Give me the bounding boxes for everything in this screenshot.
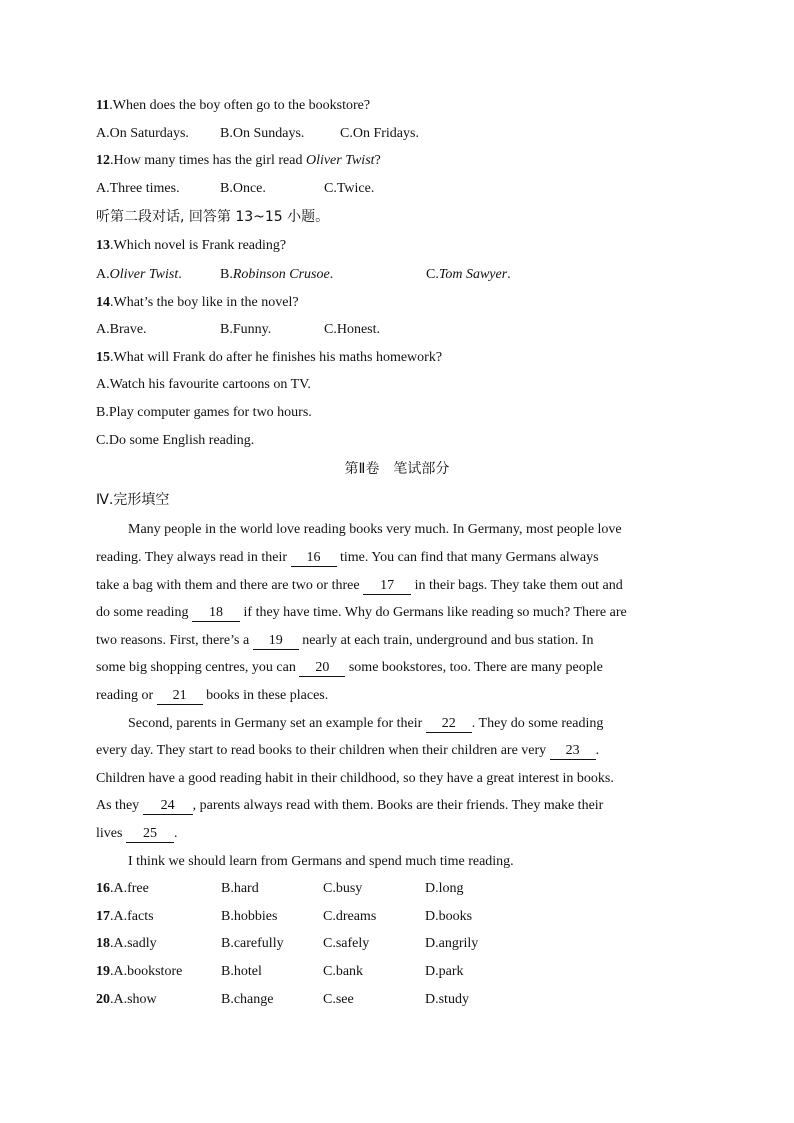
blank-18[interactable]: 18 [192, 605, 240, 622]
question-text: .When does the boy often go to the bookstore? [109, 98, 371, 113]
option-c: C.bank [323, 964, 364, 979]
passage-text: take a bag with them and there are two or three [96, 578, 364, 593]
question-number: 15 [96, 350, 110, 365]
question-15 [96, 349, 442, 367]
passage-line [96, 797, 696, 815]
option-letter: A. [96, 267, 110, 282]
question-number: 14 [96, 295, 110, 310]
passage-line [96, 742, 696, 760]
option-c: C.safely [323, 936, 370, 951]
passage-text: if they have time. Why do Germans like reading so much? There are [240, 605, 627, 620]
blank-20[interactable]: 20 [299, 660, 345, 677]
option-a: .A.show [110, 992, 157, 1007]
passage-line [96, 687, 696, 705]
passage-text: . [173, 826, 178, 841]
question-number: 20 [96, 992, 110, 1007]
option-period: . [507, 267, 511, 282]
passage-text: As they [96, 798, 143, 813]
option-c: C.busy [323, 881, 363, 896]
blank-23[interactable]: 23 [550, 743, 596, 760]
option-d: D.study [425, 992, 469, 1007]
passage-text: . [595, 743, 600, 758]
option-b [220, 266, 333, 284]
blank-16[interactable]: 16 [291, 550, 337, 567]
option-b: B.Once. [220, 181, 266, 196]
passage-text: reading or [96, 688, 157, 703]
option-title: Tom Sawyer [438, 267, 508, 282]
choice-row-17 [96, 908, 696, 926]
question-14 [96, 294, 299, 312]
passage-line: Many people in the world love reading books very much. In Germany, most people love [128, 522, 622, 537]
passage-line [96, 659, 696, 677]
options-12 [96, 180, 696, 198]
option-c [426, 266, 511, 284]
option-c: C.Twice. [324, 181, 375, 196]
option-b: B.hard [221, 881, 259, 896]
option-c: C.Do some English reading. [96, 433, 255, 448]
question-text: .How many times has the girl read [110, 153, 306, 168]
option-letter: B. [220, 267, 233, 282]
options-14 [96, 321, 696, 339]
question-number: 12 [96, 153, 110, 168]
question-number: 19 [96, 964, 110, 979]
option-a: A.Three times. [96, 181, 180, 196]
option-b: B.hobbies [221, 909, 278, 924]
option-c: C.dreams [323, 909, 377, 924]
section-instruction: 听第二段对话, 回答第 13~15 小题。 [96, 209, 330, 225]
blank-17[interactable]: 17 [363, 578, 411, 595]
passage-text: , parents always read with them. Books are their friends. They make their [192, 798, 604, 813]
option-a: A.Watch his favourite cartoons on TV. [96, 377, 311, 392]
option-a: .A.free [110, 881, 149, 896]
question-text: .What will Frank do after he finishes his maths homework? [110, 350, 443, 365]
passage-text: . They do some reading [471, 716, 604, 731]
option-b: B.hotel [221, 964, 262, 979]
passage-text: some big shopping centres, you can [96, 660, 300, 675]
passage-text: books in these places. [202, 688, 329, 703]
passage-line [96, 549, 696, 567]
choice-row-16 [96, 880, 696, 898]
option-a: .A.sadly [110, 936, 157, 951]
option-b: B.change [221, 992, 274, 1007]
passage-line [96, 604, 696, 622]
passage-line: I think we should learn from Germans and spend much time reading. [128, 854, 514, 869]
question-mark: ? [374, 153, 381, 168]
blank-25[interactable]: 25 [126, 826, 174, 843]
passage-text: some bookstores, too. There are many people [345, 660, 603, 675]
option-a: .A.bookstore [110, 964, 183, 979]
passage-line: Children have a good reading habit in their childhood, so they have a great interest in books. [96, 771, 614, 786]
question-number: 13 [96, 238, 110, 253]
options-13 [96, 266, 696, 284]
choice-row-18 [96, 935, 696, 953]
question-number: 18 [96, 936, 110, 951]
question-number: 11 [96, 98, 110, 113]
passage-line [96, 632, 696, 650]
question-11 [96, 97, 370, 115]
option-b: B.On Sundays. [220, 126, 305, 141]
passage-text: two reasons. First, there’s a [96, 633, 253, 648]
option-period: . [329, 267, 334, 282]
passage-line [96, 577, 696, 595]
option-d: D.park [425, 964, 464, 979]
option-c: C.On Fridays. [340, 126, 419, 141]
blank-19[interactable]: 19 [253, 633, 299, 650]
part-heading: 第Ⅱ卷 笔试部分 [344, 461, 450, 477]
passage-text: Second, parents in Germany set an example for their [128, 716, 426, 731]
blank-21[interactable]: 21 [157, 688, 203, 705]
option-a: A.On Saturdays. [96, 126, 189, 141]
option-title: Oliver Twist [109, 267, 179, 282]
blank-24[interactable]: 24 [143, 798, 193, 815]
passage-text: time. You can find that many Germans always [336, 550, 599, 565]
option-d: D.books [425, 909, 473, 924]
option-d: D.long [425, 881, 464, 896]
question-12 [96, 152, 381, 170]
passage-text: every day. They start to read books to their children when their children are very [96, 743, 550, 758]
option-title: Robinson Crusoe [232, 267, 330, 282]
passage-line [96, 825, 696, 843]
option-letter: C. [426, 267, 439, 282]
passage-text: in their bags. They take them out and [411, 578, 623, 593]
passage-text: lives [96, 826, 126, 841]
option-a [96, 266, 182, 284]
blank-22[interactable]: 22 [426, 716, 472, 733]
question-number: 17 [96, 909, 110, 924]
book-title: Oliver Twist [305, 153, 375, 168]
option-b: B.Funny. [220, 322, 272, 337]
section-heading: Ⅳ.完形填空 [96, 492, 170, 508]
passage-line [96, 715, 696, 733]
option-c: C.see [323, 992, 354, 1007]
passage-text: nearly at each train, underground and bus station. In [298, 633, 594, 648]
question-text: .Which novel is Frank reading? [110, 238, 287, 253]
option-a: A.Brave. [96, 322, 147, 337]
option-b: B.carefully [221, 936, 284, 951]
option-period: . [178, 267, 182, 282]
choice-row-20 [96, 991, 696, 1009]
passage-text: reading. They always read in their [96, 550, 291, 565]
options-11 [96, 125, 696, 143]
question-13 [96, 237, 286, 255]
option-a: .A.facts [110, 909, 154, 924]
option-b: B.Play computer games for two hours. [96, 405, 312, 420]
question-number: 16 [96, 881, 110, 896]
choice-row-19 [96, 963, 696, 981]
option-c: C.Honest. [324, 322, 380, 337]
passage-text: do some reading [96, 605, 193, 620]
question-text: .What’s the boy like in the novel? [110, 295, 299, 310]
option-d: D.angrily [425, 936, 479, 951]
